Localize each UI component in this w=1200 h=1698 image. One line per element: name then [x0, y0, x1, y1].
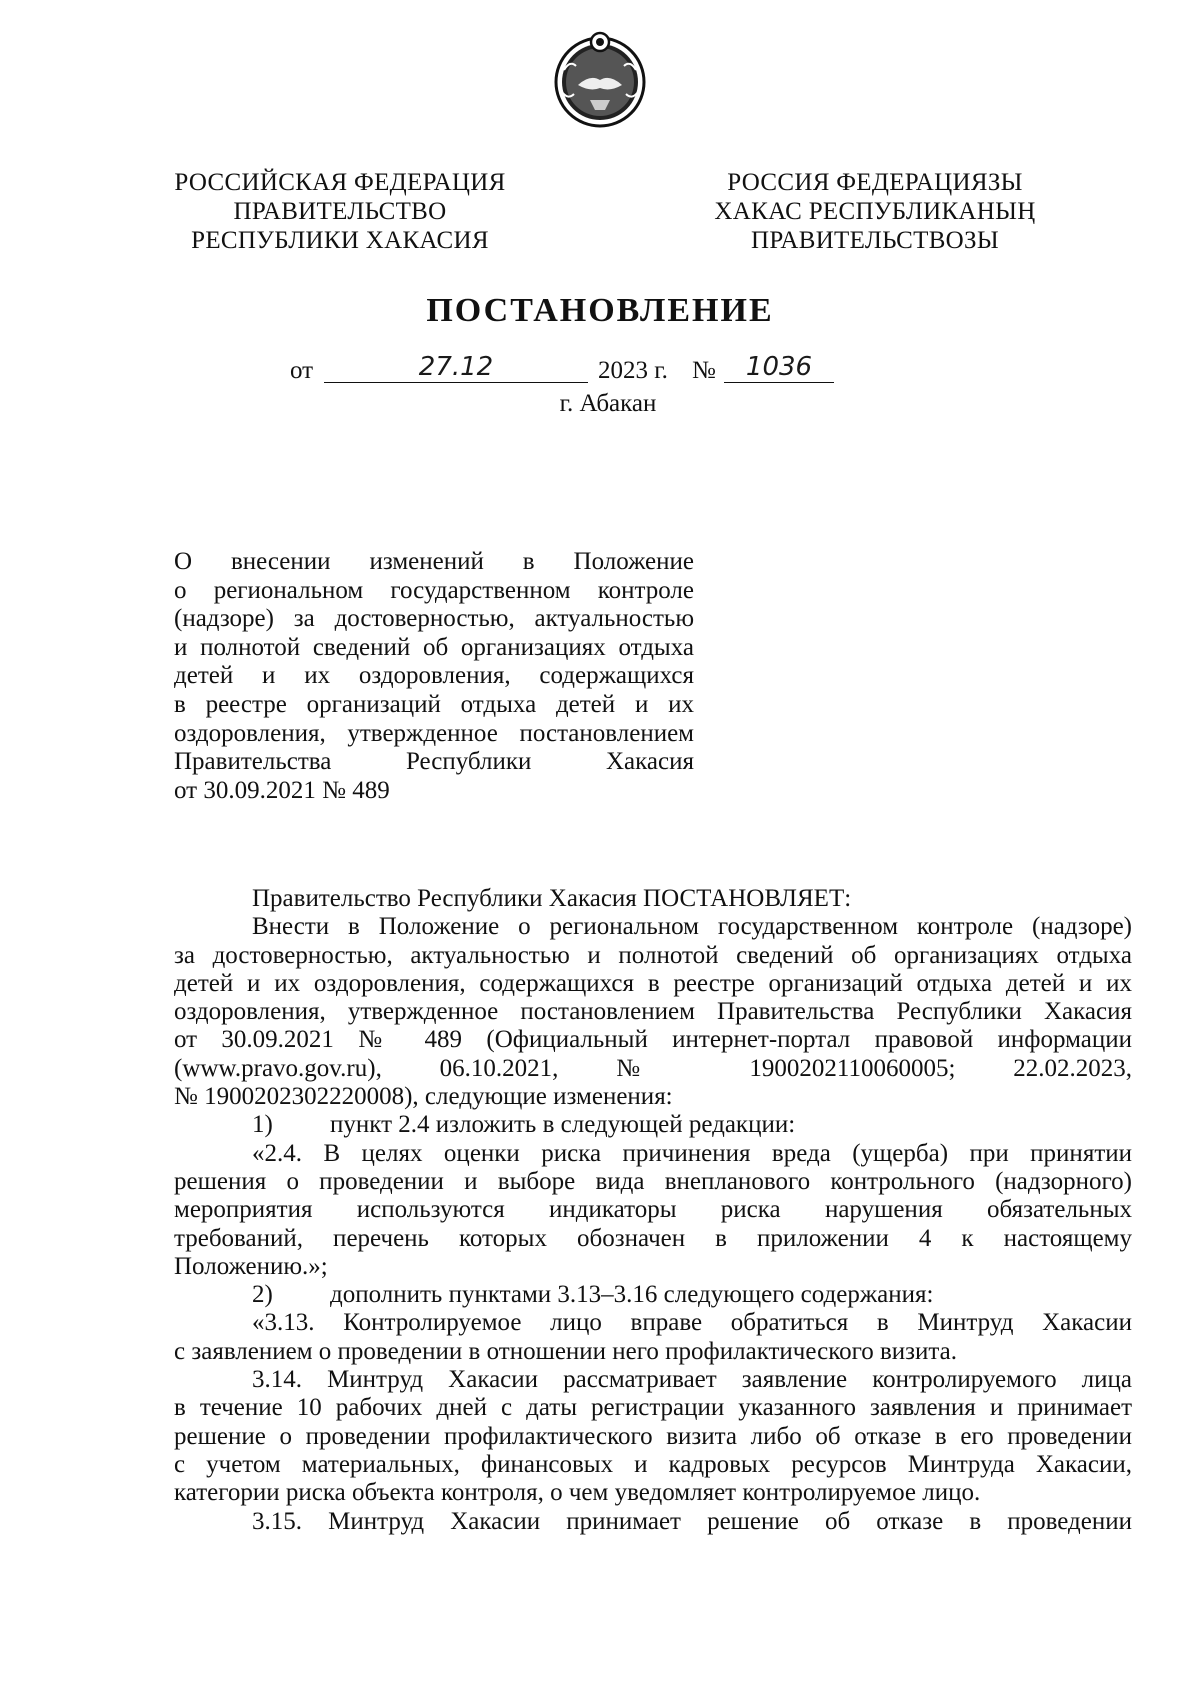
header-right-block [705, 168, 1045, 255]
body-line: 3.15. Минтруд Хакасии принимает решение об отказе в проведении [252, 1507, 1132, 1535]
year-label: 2023 г. [598, 357, 668, 384]
body-line: Положению.»; [174, 1252, 328, 1280]
list-item-text: дополнить пунктами 3.13–3.16 следующего содержания: [330, 1281, 934, 1309]
date-prefix: от [290, 357, 314, 384]
header-left-line: ПРАВИТЕЛЬСТВО [233, 198, 447, 225]
header-left-block [170, 168, 510, 255]
document-body [174, 885, 1132, 1536]
body-line: «3.13. Контролируемое лицо вправе обратиться в Минтруд Хакасии [252, 1309, 1132, 1337]
body-line: 3.14. Минтруд Хакасии рассматривает заявление контролируемого лица [252, 1366, 1132, 1394]
subject-line: О внесении изменений в Положение [174, 548, 694, 575]
subject-line: детей и их оздоровления, содержащихся [174, 662, 694, 690]
handwritten-number: 1036 [724, 352, 834, 383]
list-item-1 [174, 1111, 1132, 1139]
subject-line: и полнотой сведений об организациях отдыха [174, 633, 694, 661]
body-line: Внести в Положение о региональном государственном контроле (надзоре) [252, 913, 1132, 941]
body-line: № 1900202302220008), следующие изменения: [174, 1083, 673, 1111]
subject-line: от 30.09.2021 № 489 [174, 776, 390, 804]
list-item-number: 2) [252, 1281, 273, 1309]
header-right-line: ПРАВИТЕЛЬСТВОЗЫ [751, 227, 999, 254]
header-left-line: РОССИЙСКАЯ ФЕДЕРАЦИЯ [174, 169, 506, 196]
header-right-line: РОССИЯ ФЕДЕРАЦИЯЗЫ [727, 169, 1023, 196]
body-line: оздоровления, утвержденное постановлением Правительства Республики Хакасия [174, 998, 1132, 1026]
city-name: г. Абакан [559, 390, 657, 417]
list-item-number: 1) [252, 1111, 273, 1139]
body-line: мероприятия используются индикаторы риска нарушения обязательных [174, 1196, 1132, 1224]
coat-of-arms-emblem [550, 30, 650, 130]
body-line: требований, перечень которых обозначен в приложении 4 к настоящему [174, 1224, 1132, 1252]
body-line: за достоверностью, актуальностью и полнотой сведений об организациях отдыха [174, 941, 1132, 969]
body-line: детей и их оздоровления, содержащихся в реестре организаций отдыха детей и их [174, 969, 1132, 997]
body-line: решение о проведении профилактического визита либо об отказе в его проведении [174, 1422, 1132, 1450]
header-left-line: РЕСПУБЛИКИ ХАКАСИЯ [191, 227, 489, 254]
body-line: в течение 10 рабочих дней с даты регистрации указанного заявления и принимает [174, 1394, 1132, 1422]
document-title: ПОСТАНОВЛЕНИЕ [426, 292, 774, 329]
body-line: категории риска объекта контроля, о чем уведомляет контролируемое лицо. [174, 1479, 981, 1507]
subject-line: Правительства Республики Хакасия [174, 748, 694, 776]
handwritten-date: 27.12 [324, 352, 588, 383]
document-subject [174, 548, 694, 805]
subject-line: в реестре организаций отдыха детей и их [174, 690, 694, 718]
resolution-intro: Правительство Республики Хакасия ПОСТАНОВЛЯЕТ: [252, 885, 852, 912]
subject-line: оздоровления, утвержденное постановлением [174, 719, 694, 747]
body-line: с учетом материальных, финансовых и кадровых ресурсов Минтруда Хакасии, [174, 1450, 1132, 1478]
header-right-line: ХАКАС РЕСПУБЛИКАНЫҢ [714, 198, 1036, 225]
number-label: № [692, 357, 716, 384]
body-line: решения о проведении и выборе вида внепланового контрольного (надзорного) [174, 1167, 1132, 1195]
body-line: «2.4. В целях оценки риска причинения вреда (ущерба) при принятии [252, 1139, 1132, 1167]
body-line: (www.pravo.gov.ru), 06.10.2021, № 1900202110060005; 22.02.2023, [174, 1054, 1132, 1082]
body-line: от 30.09.2021 № 489 (Официальный интернет-портал правовой информации [174, 1026, 1132, 1054]
subject-line: о региональном государственном контроле [174, 576, 694, 604]
subject-line: (надзоре) за достоверностью, актуальностью [174, 605, 694, 633]
list-item-2 [174, 1281, 1132, 1309]
list-item-text: пункт 2.4 изложить в следующей редакции: [330, 1111, 796, 1139]
body-line: с заявлением о проведении в отношении него профилактического визита. [174, 1337, 957, 1365]
